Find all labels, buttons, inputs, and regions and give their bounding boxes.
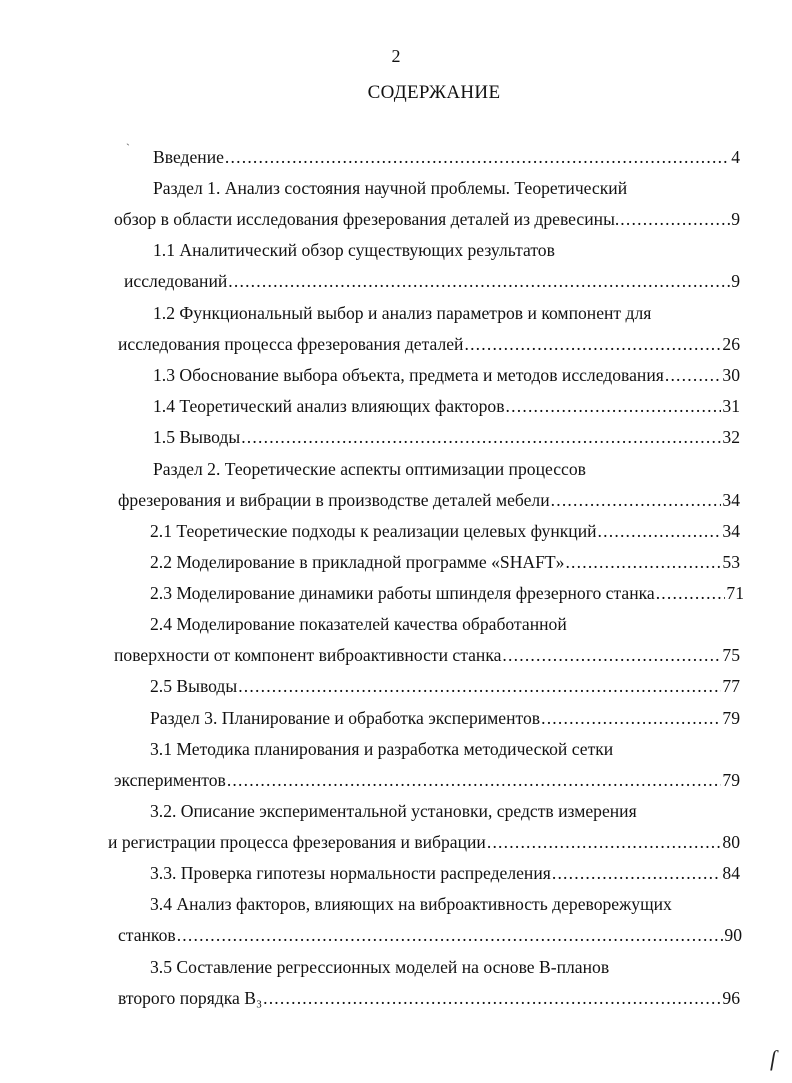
toc-entry-3-1-line1: 3.1 Методика планирования и разработка методической сетки [150, 739, 614, 759]
toc-page-number: 9 [731, 209, 740, 229]
toc-entry-2-2[interactable] [150, 549, 740, 575]
toc-page-number: 79 [722, 770, 740, 790]
toc-entry-2-4-line1: 2.4 Моделирование показателей качества обработанной [150, 614, 567, 634]
toc-entry-2-3[interactable] [150, 580, 744, 606]
toc-entry-1-2-line1: 1.2 Функциональный выбор и анализ параметров и компонент для [153, 303, 652, 323]
toc-page-number: 96 [722, 988, 740, 1008]
dot-leader [225, 144, 730, 170]
dot-leader [241, 424, 721, 450]
toc-entry-text: 1.4 Теоретический анализ влияющих факторов [153, 396, 505, 416]
toc-entry-3-4-line1: 3.4 Анализ факторов, влияющих на виброактивность дереворежущих [150, 894, 672, 914]
toc-entry-2-5[interactable] [150, 673, 740, 699]
page-number: 2 [391, 46, 401, 66]
toc-page-number: 31 [722, 396, 740, 416]
toc-entry-text: станков [118, 925, 176, 945]
toc-page-number: 34 [722, 521, 740, 541]
stray-mark: ` [126, 141, 130, 155]
page-title: СОДЕРЖАНИЕ [367, 82, 501, 103]
toc-entry-1-4[interactable] [153, 393, 740, 419]
dot-leader [620, 206, 730, 232]
toc-entry-3-4[interactable] [118, 922, 742, 948]
toc-page-number: 71 [726, 583, 744, 603]
dot-leader [551, 487, 722, 513]
toc-entry-section1-line1: Раздел 1. Анализ состояния научной проблемы. Теоретический [153, 178, 628, 198]
toc-entry-text: 1.5 Выводы [153, 427, 241, 447]
toc-entry-3-2[interactable] [108, 829, 740, 855]
toc-entry-1-3[interactable] [153, 362, 740, 388]
dot-leader [656, 580, 726, 606]
toc-page-number: 75 [722, 645, 740, 665]
toc-entry-3-1[interactable] [114, 767, 740, 793]
dot-leader [228, 268, 730, 294]
toc-page-number: 34 [722, 490, 740, 510]
toc-page-number: 77 [722, 676, 740, 696]
toc-entry-text: 2.5 Выводы [150, 676, 238, 696]
toc-entry-1-5[interactable] [153, 424, 740, 450]
toc-page-number: 32 [722, 427, 740, 447]
toc-page-number: 80 [722, 832, 740, 852]
toc-entry-text: исследований [124, 271, 228, 291]
toc-entry-1-1-line1: 1.1 Аналитический обзор существующих результатов [153, 240, 555, 260]
toc-entry-section2-line1: Раздел 2. Теоретические аспекты оптимизации процессов [153, 459, 586, 479]
toc-entry-3-2-line1: 3.2. Описание экспериментальной установки, средств измерения [150, 801, 637, 821]
handwritten-mark: ſ [770, 1046, 777, 1071]
dot-leader [598, 518, 722, 544]
dot-leader [263, 985, 721, 1011]
toc-entry-text: Раздел 3. Планирование и обработка экспериментов [150, 708, 541, 728]
toc-entry-text: поверхности от компонент виброактивности станка [114, 645, 502, 665]
toc-entry-text: исследования процесса фрезерования деталей [118, 334, 464, 354]
toc-entry-text: фрезерования и вибрации в производстве деталей мебели [118, 490, 550, 510]
toc-entry-text: 2.3 Моделирование динамики работы шпинделя фрезерного станка [150, 583, 655, 603]
toc-entry-text: второго порядка B₃ [118, 988, 263, 1008]
toc-entry-text: 3.3. Проверка гипотезы нормальности распределения [150, 863, 551, 883]
toc-entry-text: экспериментов [114, 770, 226, 790]
dot-leader [565, 549, 721, 575]
toc-entry-section2[interactable] [118, 487, 740, 513]
toc-entry-section1[interactable] [114, 206, 740, 232]
toc-entry-3-3[interactable] [150, 860, 740, 886]
toc-entry-text: 2.1 Теоретические подходы к реализации целевых функций [150, 521, 597, 541]
toc-page-number: 4 [731, 147, 740, 167]
dot-leader [227, 767, 722, 793]
dot-leader [487, 829, 722, 855]
toc-entry-text: 2.2 Моделирование в прикладной программе «SHAFT» [150, 552, 565, 572]
toc-entry-text: и регистрации процесса фрезерования и вибрации [108, 832, 486, 852]
toc-page-number: 79 [722, 708, 740, 728]
dot-leader [552, 860, 722, 886]
toc-entry-1-2[interactable] [118, 331, 740, 357]
toc-entry-text: Введение [153, 147, 224, 167]
toc-entry-2-4[interactable] [114, 642, 740, 668]
toc-entry-text: обзор в области исследования фрезерования деталей из древесины. [114, 209, 620, 229]
dot-leader [177, 922, 724, 948]
toc-entry-text: 1.3 Обоснование выбора объекта, предмета и методов исследования [153, 365, 664, 385]
dot-leader [665, 362, 722, 388]
toc-page-number: 30 [722, 365, 740, 385]
toc-page-number: 26 [722, 334, 740, 354]
toc-entry-3-5-line1: 3.5 Составление регрессионных моделей на основе B-планов [150, 957, 610, 977]
dot-leader [502, 642, 721, 668]
dot-leader [506, 393, 722, 419]
toc-entry-intro[interactable] [153, 144, 740, 170]
toc-entry-1-1[interactable] [124, 268, 740, 294]
toc-entry-3-5[interactable] [118, 985, 740, 1011]
dot-leader [238, 673, 721, 699]
toc-page-number: 90 [724, 925, 742, 945]
dot-leader [464, 331, 721, 357]
toc-page-number: 84 [722, 863, 740, 883]
toc-entry-2-1[interactable] [150, 518, 740, 544]
toc-page-number: 53 [722, 552, 740, 572]
dot-leader [541, 705, 721, 731]
toc-page-number: 9 [731, 271, 740, 291]
toc-entry-section3[interactable] [150, 705, 740, 731]
